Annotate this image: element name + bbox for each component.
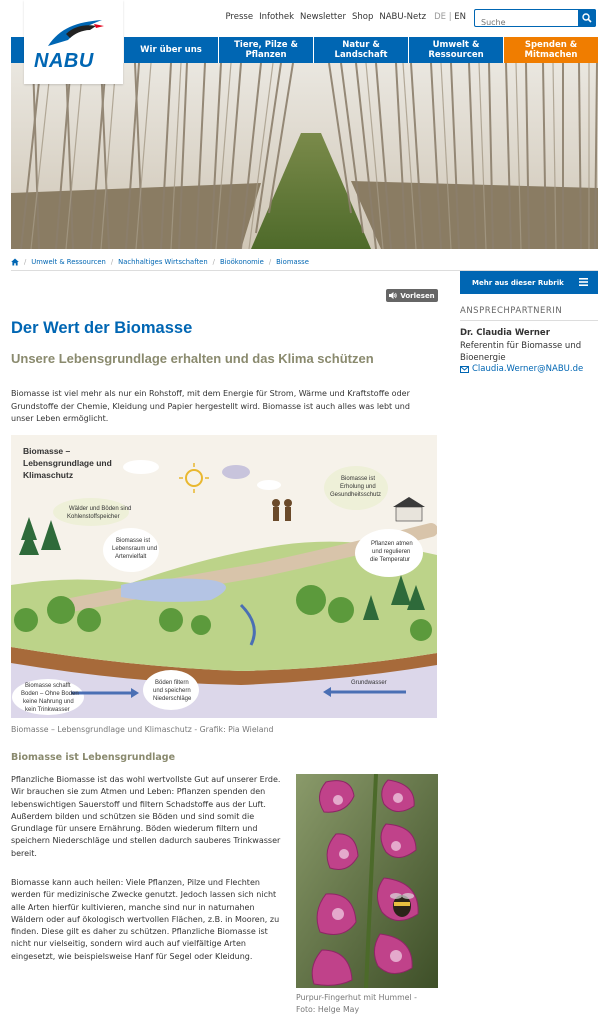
top-navigation — [225, 12, 466, 22]
label-forest-line-1: Wälder und Böden sind — [69, 506, 132, 512]
contact-role: Referentin für Biomasse und Bioenergie — [460, 341, 582, 363]
label-soil-line-1: Biomasse schafft — [25, 683, 71, 689]
label-health-line-2: Erholung und — [340, 484, 376, 490]
breadcrumb-separator: / — [24, 258, 27, 266]
label-soil-line-4: kein Trinkwasser — [25, 707, 70, 713]
infographic-title-line-3: Klimaschutz — [23, 470, 74, 480]
section-heading: Biomasse ist Lebensgrundlage — [11, 752, 176, 763]
topnav-presse[interactable]: Presse — [225, 12, 254, 22]
page-title: Der Wert der Biomasse — [11, 319, 193, 337]
contact-email-link[interactable] — [460, 364, 583, 374]
foxglove-with-bumblebee-image — [296, 774, 438, 988]
envelope-icon — [460, 366, 469, 373]
search-box — [474, 9, 596, 27]
topnav-shop[interactable]: Shop — [351, 12, 374, 22]
breadcrumb-biooekonomie[interactable]: Bioökonomie — [219, 258, 264, 266]
infographic-title-line-1: Biomasse – — [23, 446, 71, 456]
nav-wir-ueber-uns[interactable]: Wir über uns — [123, 37, 218, 63]
lang-en[interactable]: EN — [454, 12, 466, 22]
breadcrumb-separator: / — [268, 258, 272, 266]
read-aloud-button[interactable] — [386, 289, 438, 302]
body-paragraph-1: Pflanzliche Biomasse ist das wohl wertvollste Gut auf unserer Erde. Wir brauchen sie zum Atmen und Leben: Pflanzen spenden den lebenswichtigen Sauerstoff und filtern Schadstoffe aus der Luft. Außerdem bilden und schützen sie Böden und sind somit die Grundlage für unsere Ernährung. Böden wiederum filtern und speichern Niederschläge und stellen dadurch sauberes Trinkwasser bereit. — [11, 775, 281, 858]
hero-image — [11, 63, 598, 249]
breadcrumb-umwelt-ressourcen[interactable]: Umwelt & Ressourcen — [31, 258, 106, 266]
contact-divider — [460, 320, 598, 321]
breadcrumb-separator: / — [212, 258, 215, 266]
breadcrumb-biomasse[interactable]: Biomasse — [276, 258, 309, 266]
topnav-infothek[interactable]: Infothek — [259, 12, 295, 22]
main-navigation — [123, 37, 598, 63]
label-filter-line-1: Böden filtern — [155, 680, 189, 686]
search-button[interactable] — [578, 9, 596, 27]
nav-umwelt-ressourcen[interactable]: Umwelt & Ressourcen — [408, 37, 503, 63]
breadcrumb-separator: / — [110, 258, 114, 266]
label-health-line-3: Gesundheitsschutz — [330, 492, 382, 498]
topnav-nabu-netz[interactable]: NABU-Netz — [379, 12, 427, 22]
label-forest-line-2: Kohlenstoffspeicher — [67, 514, 120, 520]
nav-tiere-pilze-pflanzen[interactable]: Tiere, Pilze & Pflanzen — [218, 37, 313, 63]
more-in-section-button[interactable] — [460, 271, 598, 294]
label-groundwater: Grundwasser — [351, 680, 387, 686]
page-subtitle: Unsere Lebensgrundlage erhalten und das Klima schützen — [11, 351, 374, 366]
lang-de[interactable]: DE — [434, 12, 446, 22]
search-icon — [582, 13, 592, 23]
more-in-section-label: Mehr aus dieser Rubrik — [472, 278, 564, 287]
body-paragraph-2: Biomasse kann auch heilen: Viele Pflanzen, Pilze und Flechten werden für medizinische Zwecke genutzt. Jedoch lassen sich nicht alle Arten hierfür kultivieren, manche sind nur in naturnahen Wäldern oder auf ökologisch wertvollen Flächen, z.B. in Mooren, zu finden. Diese gilt es daher zu schützen. Pflanzliche Biomasse ist nicht nur vielseitig, sondern wird auch auf vielfältige Arten eingesetzt, wie beispielsweise Hanf für Segel oder Kleidung. — [11, 878, 280, 961]
label-health-line-1: Biomasse ist — [341, 476, 376, 482]
label-plants-line-1: Pflanzen atmen — [371, 541, 413, 547]
read-aloud-label: Vorlesen — [400, 291, 435, 300]
hamburger-menu-icon — [579, 278, 588, 286]
infographic-title-line-2: Lebensgrundlage und — [23, 458, 112, 468]
label-plants-line-3: die Temperatur — [370, 557, 410, 563]
nav-natur-landschaft[interactable]: Natur & Landschaft — [313, 37, 408, 63]
contact-email-text: Claudia.Werner@NABU.de — [472, 364, 584, 374]
label-habitat-line-1: Biomasse ist — [116, 538, 151, 544]
foxglove-photo[interactable] — [296, 774, 438, 988]
infographic-illustration — [11, 435, 437, 718]
label-filter-line-2: und speichern — [153, 688, 191, 694]
label-filter-line-3: Niederschläge — [153, 696, 192, 702]
logo-text: NABU — [34, 50, 94, 72]
intro-paragraph: Biomasse ist viel mehr als nur ein Rohstoff, mit dem Energie für Strom, Wärme und Kraftstoffe oder Grundstoffe der Chemie, Kleidung und Papier hergestellt wird. Biomasse ist auch alles was lebt und unser Leben ermöglicht. — [11, 389, 410, 423]
label-soil-line-2: Boden – Ohne Boden — [21, 691, 79, 697]
lang-separator: | — [448, 12, 452, 22]
infographic-caption: Biomasse – Lebensgrundlage und Klimaschutz - Grafik: Pia Wieland — [11, 725, 274, 734]
nav-spenden-mitmachen[interactable]: Spenden & Mitmachen — [503, 37, 598, 63]
willow-plantation-image — [11, 63, 598, 249]
label-habitat-line-3: Artenvielfalt — [115, 554, 147, 560]
stork-icon — [46, 18, 106, 50]
nabu-logo[interactable] — [24, 0, 123, 84]
search-input[interactable] — [475, 15, 575, 31]
speaker-icon — [389, 292, 397, 299]
label-plants-line-2: und regulieren — [372, 549, 411, 555]
home-icon[interactable] — [11, 258, 19, 266]
label-habitat-line-2: Lebensraum und — [112, 546, 158, 552]
breadcrumb-nachhaltiges-wirtschaften[interactable]: Nachhaltiges Wirtschaften — [118, 258, 208, 266]
label-soil-line-3: keine Nahrung und — [23, 699, 74, 705]
contact-name: Dr. Claudia Werner — [460, 328, 550, 338]
photo-caption: Purpur-Fingerhut mit Hummel - Foto: Helge May — [296, 993, 417, 1014]
topnav-newsletter[interactable]: Newsletter — [300, 12, 346, 22]
contact-heading: ANSPRECHPARTNERIN — [460, 306, 563, 316]
biomass-infographic[interactable] — [11, 435, 437, 718]
breadcrumb — [11, 255, 598, 269]
